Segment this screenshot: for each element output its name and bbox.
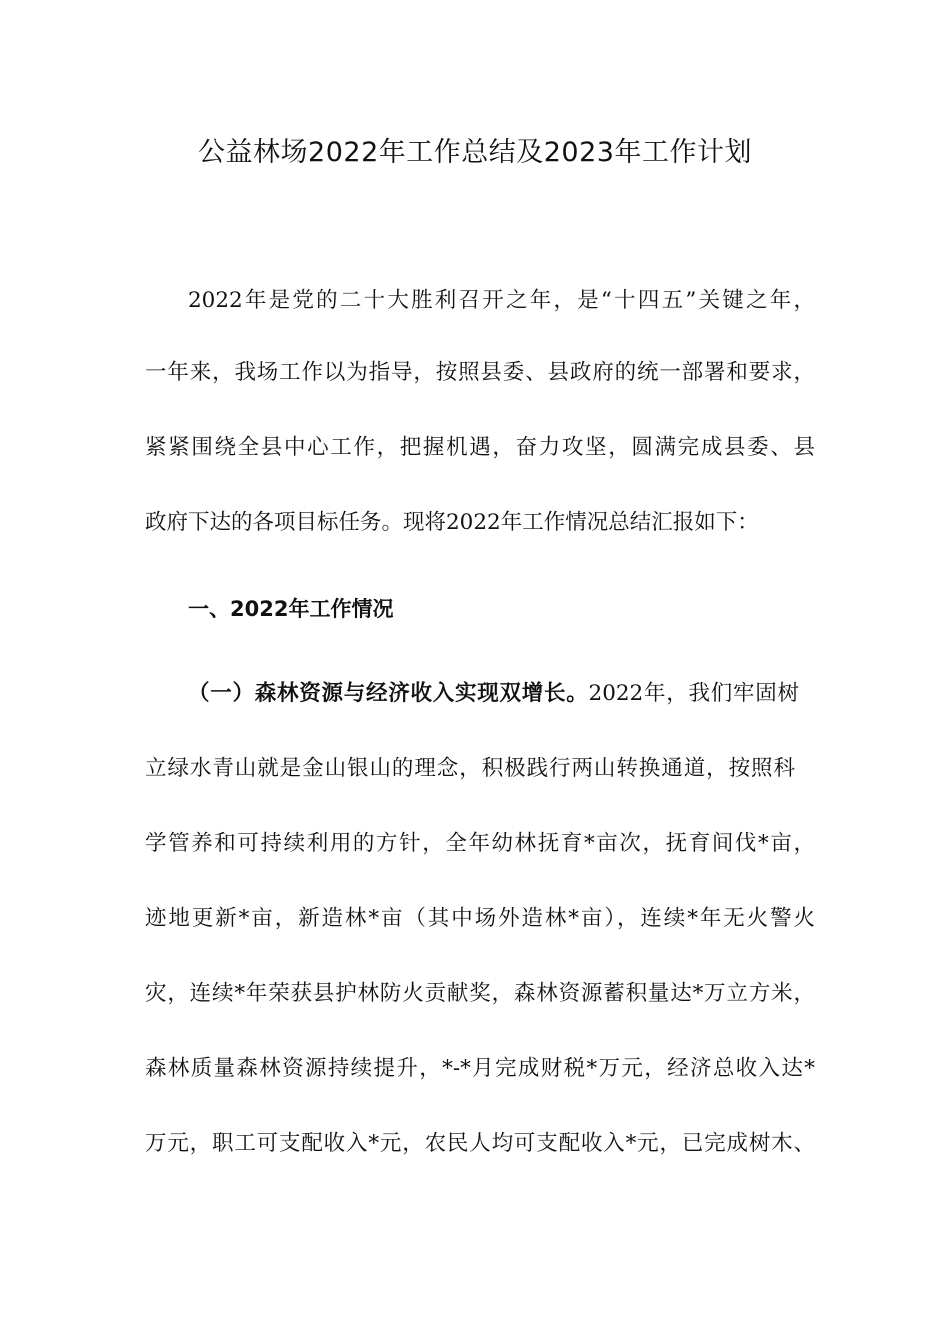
intro-line-1: 2022年是党的二十大胜利召开之年，是“十四五”关键之年， [188,288,815,313]
body-line-5: 森林质量森林资源持续提升，*-*月完成财税*万元，经济总收入达* [145,1056,815,1081]
subsection-first-line-rest: 2022年，我们牢固树 [588,681,799,706]
subsection-first-line [188,676,799,712]
body-line-3: 迹地更新*亩，新造林*亩（其中场外造林*亩），连续*年无火警火 [145,906,815,931]
intro-line-4: 政府下达的各项目标任务。现将2022年工作情况总结汇报如下： [145,510,759,535]
body-line-4: 灾，连续*年荣获县护林防火贡献奖，森林资源蓄积量达*万立方米， [145,981,815,1006]
document-title: 公益林场2022年工作总结及2023年工作计划 [198,137,752,168]
intro-line-2: 一年来，我场工作以为指导，按照县委、县政府的统一部署和要求， [145,360,815,385]
intro-line-3: 紧紧围绕全县中心工作，把握机遇，奋力攻坚，圆满完成县委、县 [145,435,815,460]
section-heading: 一、2022年工作情况 [188,597,394,621]
body-line-2: 学管养和可持续利用的方针，全年幼林抚育*亩次，抚育间伐*亩， [145,831,815,856]
subsection-heading: （一）森林资源与经济收入实现双增长。 [188,681,589,706]
body-line-1: 立绿水青山就是金山银山的理念，积极践行两山转换通道，按照科 [145,756,795,781]
body-line-6: 万元，职工可支配收入*元，农民人均可支配收入*元，已完成树木、 [145,1131,815,1156]
